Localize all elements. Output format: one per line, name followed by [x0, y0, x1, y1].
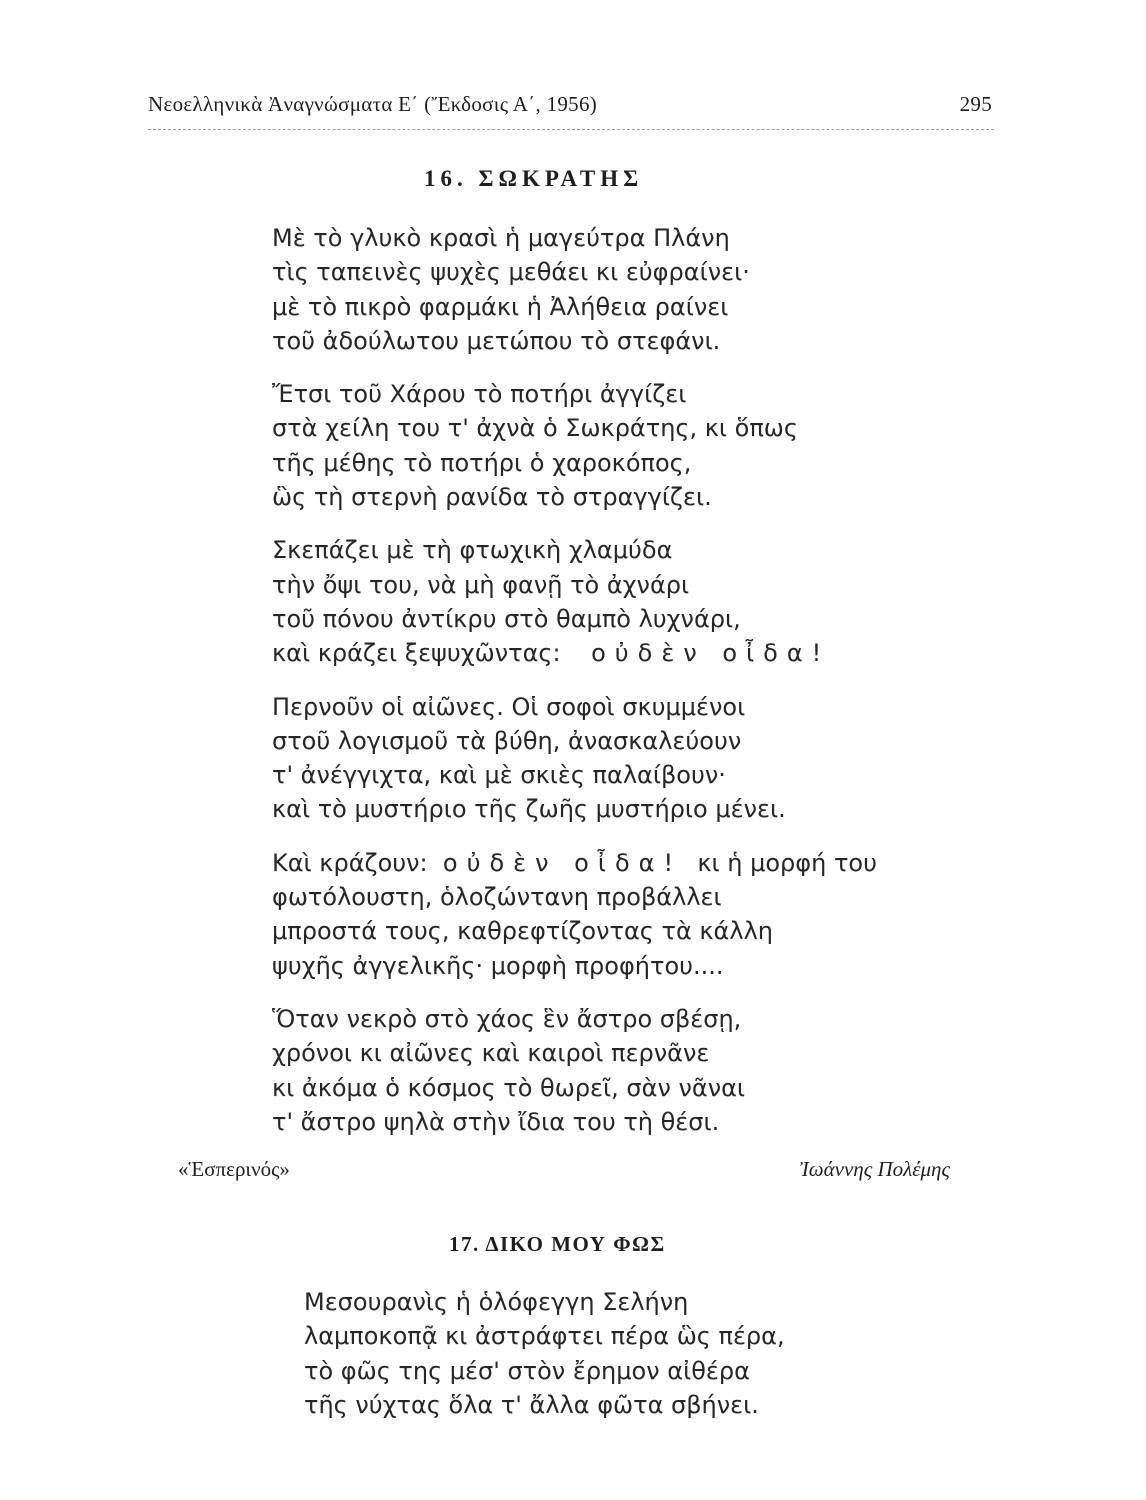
stanza-4: [272, 690, 877, 827]
verse-line: τὸ φῶς της μέσ' στὸν ἔρημον αἰθέρα: [304, 1356, 750, 1385]
stanza-2: [272, 377, 877, 514]
verse-line: τῆς νύχτας ὅλα τ' ἄλλα φῶτα σβήνει.: [304, 1390, 759, 1419]
verse-line: τοῦ πόνου ἀντίκρυ στὸ θαμπὸ λυχνάρι,: [272, 604, 741, 633]
page-number: 295: [959, 92, 992, 116]
verse-line: ὣς τὴ στερνὴ ρανίδα τὸ στραγγίζει.: [272, 483, 712, 512]
spaced-phrase: οὐδὲν οἶδα!: [591, 639, 831, 668]
stanza-1: [304, 1285, 785, 1422]
verse-line: τοῦ ἀδούλωτου μετώπου τὸ στεφάνι.: [272, 326, 721, 355]
verse-line: Περνοῦν οἱ αἰῶνες. Οἱ σοφοὶ σκυμμένοι: [272, 692, 746, 721]
verse-line: ψυχῆς ἀγγελικῆς· μορφὴ προφήτου....: [272, 951, 724, 980]
verse-line: μὲ τὸ πικρὸ φαρμάκι ἡ Ἀλήθεια ραίνει: [272, 292, 729, 321]
verse-text: Καὶ κράζουν:: [272, 848, 428, 877]
verse-line: [272, 636, 877, 670]
verse-line: Σκεπάζει μὲ τὴ φτωχικὴ χλαμύδα: [272, 536, 673, 565]
verse-line: τῆς μέθης τὸ ποτήρι ὁ χαροκόπος,: [272, 448, 692, 477]
verse-line: στὰ χείλη του τ' ἀχνὰ ὁ Σωκράτης, κι ὅπως: [272, 414, 798, 443]
verse-line: τ' ἄστρο ψηλὰ στὴν ἴδια του τὴ θέσι.: [272, 1107, 720, 1136]
verse-line: τὴν ὄψι του, νὰ μὴ φανῇ τὸ ἀχνάρι: [272, 570, 690, 599]
verse-line: Ἔτσι τοῦ Χάρου τὸ ποτήρι ἀγγίζει: [272, 380, 687, 409]
spaced-phrase: οὐδὲν οἶδα!: [442, 848, 683, 877]
header-rule: [148, 129, 994, 130]
stanza-3: [272, 533, 877, 670]
verse-line: κι ἀκόμα ὁ κόσμος τὸ θωρεῖ, σὰν νᾶναι: [272, 1073, 746, 1102]
poem-title-diko-mou-fos: 17. ΔΙΚΟ ΜΟΥ ΦΩΣ: [449, 1232, 666, 1256]
verse-line: λαμποκοπᾷ κι ἀστράφτει πέρα ὣς πέρα,: [304, 1322, 785, 1351]
verse-line: Ὅταν νεκρὸ στὸ χάος ἓν ἄστρο σβέσῃ,: [272, 1004, 742, 1033]
stanza-5: [272, 846, 877, 983]
verse-line: καὶ τὸ μυστήριο τῆς ζωῆς μυστήριο μένει.: [272, 795, 786, 824]
verse-text: καὶ κράζει ξεψυχῶντας:: [272, 639, 561, 668]
verse-line: Μεσουρανὶς ἡ ὁλόφεγγη Σελήνη: [304, 1288, 689, 1316]
stanza-1: [272, 221, 877, 358]
poem-source: «Ἑσπερινός»: [178, 1157, 290, 1181]
verse-line: Μὲ τὸ γλυκὸ κρασὶ ἡ μαγεύτρα Πλάνη: [272, 224, 730, 252]
verse-line: τὶς ταπεινὲς ψυχὲς μεθάει κι εὐφραίνει·: [272, 258, 750, 287]
poem-author: Ἰωάννης Πολέμης: [799, 1157, 950, 1181]
verse-line: φωτόλουστη, ὁλοζώντανη προβάλλει: [272, 883, 722, 912]
verse-line: στοῦ λογισμοῦ τὰ βύθη, ἀνασκαλεύουν: [272, 726, 742, 755]
poem-socrates: [272, 221, 877, 1158]
poem-diko-mou-fos: [304, 1285, 785, 1441]
verse-line: [272, 846, 877, 880]
running-header: [148, 92, 996, 128]
verse-line: μπροστά τους, καθρεφτίζοντας τὰ κάλλη: [272, 917, 773, 946]
verse-text: κι ἡ μορφή του: [697, 848, 877, 877]
poem-title-socrates: 16. ΣΩΚΡΑΤΗΣ: [424, 166, 644, 191]
header-title: Νεοελληνικὰ Ἀναγνώσματα Ε΄ (Ἔκδοσις Α΄, 1956): [148, 92, 598, 116]
verse-line: χρόνοι κι αἰῶνες καὶ καιροὶ περνᾶνε: [272, 1039, 710, 1068]
stanza-6: [272, 1002, 877, 1139]
verse-line: τ' ἀνέγγιχτα, καὶ μὲ σκιὲς παλαίβουν·: [272, 761, 726, 790]
